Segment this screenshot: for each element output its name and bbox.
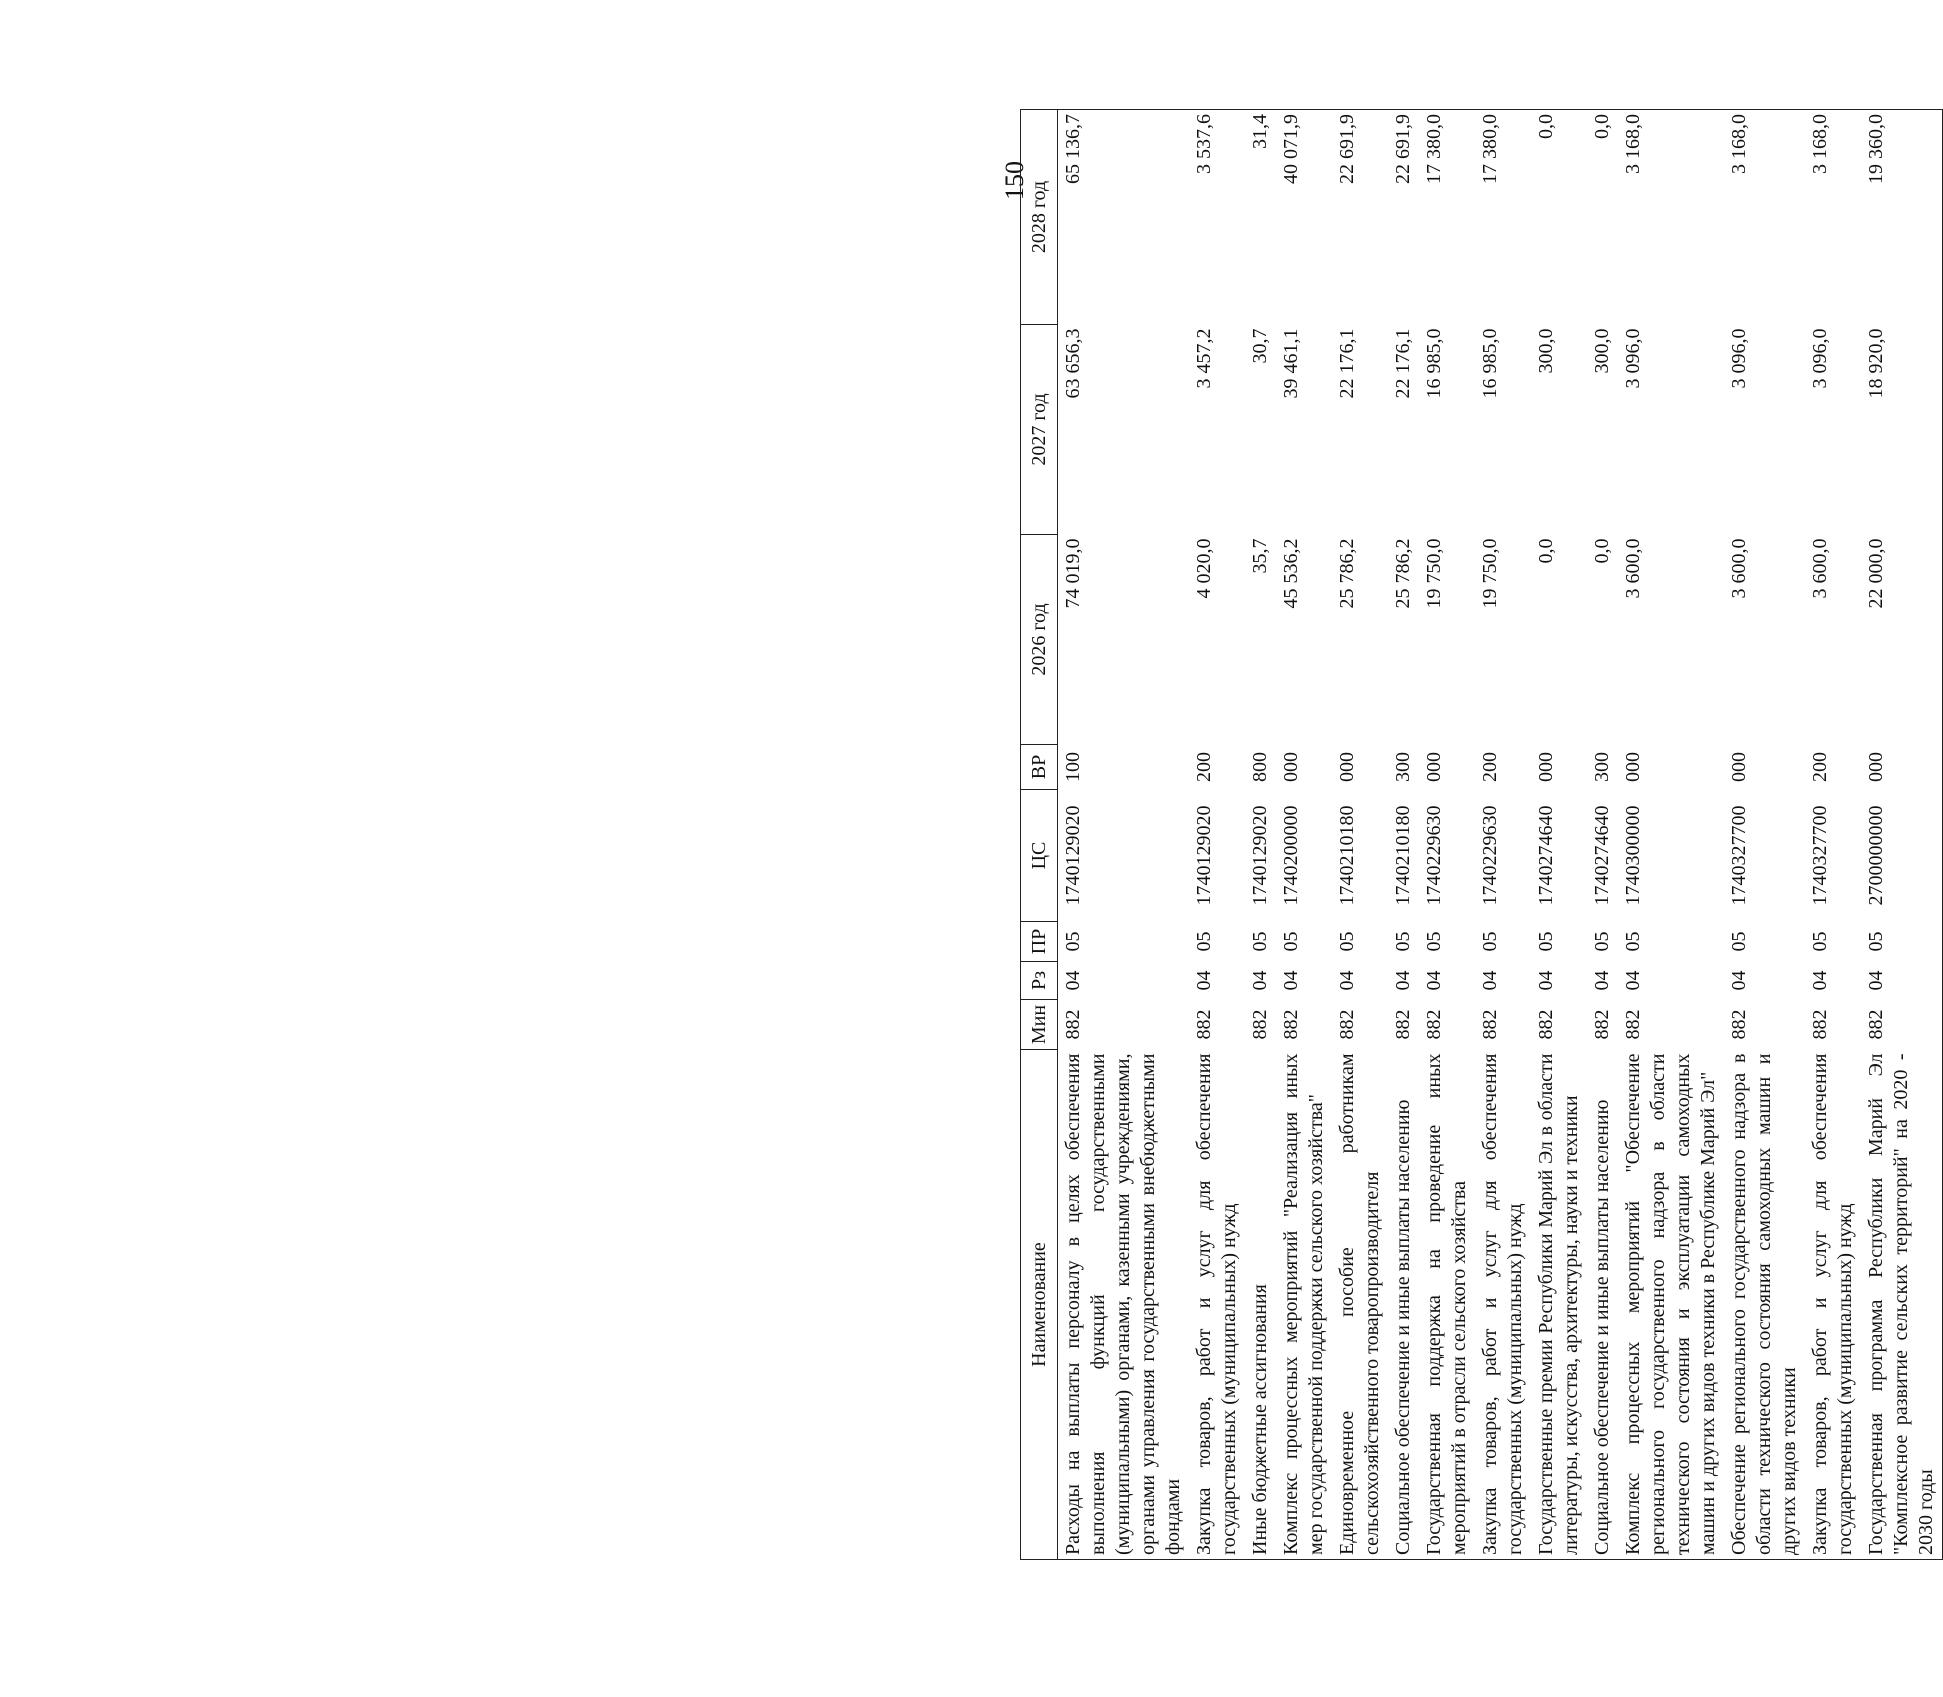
header-name: Наименование: [1021, 1050, 1058, 1560]
row-rz: 04: [1062, 970, 1084, 991]
row-rz: 04: [1535, 970, 1557, 991]
row-cs: 1740300000: [1622, 805, 1644, 906]
table-row: [1475, 110, 1531, 1560]
row-pr: 05: [1622, 931, 1644, 952]
row-name: Обеспечение регионального государственного надзора в области технического состояния самоходных машин и других видов техники: [1724, 1050, 1805, 1560]
row-pr: 05: [1280, 931, 1302, 952]
row-cs: 1740327700: [1728, 805, 1750, 906]
header-min: Мин: [1021, 1000, 1058, 1050]
row-2027: 300,0: [1591, 328, 1613, 374]
row-2028: 3 168,0: [1805, 110, 1861, 325]
row-2028: 3 537,6: [1189, 110, 1245, 325]
header-cs: ЦС: [1021, 790, 1058, 922]
table-header: [1021, 110, 1058, 1560]
row-rz: 04: [1622, 970, 1644, 991]
row-cs: 1740229630: [1423, 805, 1445, 906]
row-cs: 1740274640: [1535, 805, 1557, 906]
row-pr: 05: [1062, 931, 1084, 952]
row-name: Иные бюджетные ассигнования: [1245, 1050, 1276, 1560]
row-rz: 04: [1249, 970, 1271, 991]
row-name: Социальное обеспечение и иные выплаты населению: [1388, 1050, 1419, 1560]
table-row: [1861, 110, 1943, 1560]
row-vr: 200: [1193, 752, 1215, 782]
row-2027: 22 176,1: [1336, 328, 1358, 399]
header-2028: 2028 год: [1021, 110, 1058, 325]
row-2028: 40 071,9: [1276, 110, 1332, 325]
row-2026: 19 750,0: [1423, 538, 1445, 609]
header-vr: ВР: [1021, 745, 1058, 790]
row-vr: 100: [1062, 752, 1084, 782]
header-2027: 2027 год: [1021, 325, 1058, 535]
row-min: 882: [1423, 1009, 1445, 1040]
row-rz: 04: [1728, 970, 1750, 991]
row-cs: 1740229630: [1479, 805, 1501, 906]
row-name: Государственные премии Республики Марий Эл в области литературы, искусства, архитектуры, науки и техники: [1531, 1050, 1587, 1560]
row-2026: 25 786,2: [1392, 538, 1414, 609]
row-2028: 3 168,0: [1618, 110, 1724, 325]
row-pr: 05: [1809, 931, 1831, 952]
header-rz: Рз: [1021, 962, 1058, 1000]
row-rz: 04: [1861, 962, 1943, 1000]
row-rz: 04: [1591, 970, 1613, 991]
row-min: 882: [1193, 1009, 1215, 1040]
row-vr: 000: [1728, 752, 1750, 782]
row-name: Закупка товаров, работ и услуг для обеспечения государственных (муниципальных) нужд: [1189, 1050, 1245, 1560]
row-min: 882: [1479, 1009, 1501, 1040]
budget-table: [1020, 109, 1943, 1560]
table-row: [1531, 110, 1587, 1560]
row-name: Расходы на выплаты персоналу в целях обеспечения выполнения функций государственными (муниципальными) органами, казенными учреждениями, органами управления государственными внебюджетными фондами: [1058, 1050, 1190, 1560]
row-2028: 17 380,0: [1475, 110, 1531, 325]
row-2028: 22 691,9: [1332, 110, 1388, 325]
row-2026: 0,0: [1591, 538, 1613, 564]
table-row: [1724, 110, 1805, 1560]
row-2026: 35,7: [1249, 538, 1271, 574]
row-2028: 0,0: [1587, 110, 1618, 325]
row-vr: 000: [1336, 752, 1358, 782]
row-name: Закупка товаров, работ и услуг для обеспечения государственных (муниципальных) нужд: [1805, 1050, 1861, 1560]
row-min: 882: [1809, 1009, 1831, 1040]
row-vr: 000: [1280, 752, 1302, 782]
row-min: 882: [1392, 1009, 1414, 1040]
row-vr: 000: [1622, 752, 1644, 782]
row-vr: 300: [1591, 752, 1613, 782]
row-min: 882: [1728, 1009, 1750, 1040]
row-2027: 63 656,3: [1062, 328, 1084, 399]
row-cs: 1740129020: [1062, 805, 1084, 906]
row-cs: 1740210180: [1392, 805, 1414, 906]
row-2027: 22 176,1: [1392, 328, 1414, 399]
row-pr: 05: [1591, 931, 1613, 952]
row-2026: 45 536,2: [1280, 538, 1302, 609]
row-vr: 000: [1861, 745, 1943, 790]
row-2027: 16 985,0: [1479, 328, 1501, 399]
row-vr: 200: [1809, 752, 1831, 782]
row-pr: 05: [1336, 931, 1358, 952]
table-row: [1189, 110, 1245, 1560]
row-rz: 04: [1193, 970, 1215, 991]
row-pr: 05: [1535, 931, 1557, 952]
row-pr: 05: [1392, 931, 1414, 952]
row-min: 882: [1591, 1009, 1613, 1040]
table-row: [1332, 110, 1388, 1560]
row-pr: 05: [1249, 931, 1271, 952]
row-min: 882: [1062, 1009, 1084, 1040]
row-2028: 3 168,0: [1724, 110, 1805, 325]
row-name: Комплекс процессных мероприятий "Реализация иных мер государственной поддержки сельского хозяйства": [1276, 1050, 1332, 1560]
header-pr: ПР: [1021, 922, 1058, 962]
row-name: Государственная программа Республики Марий Эл "Комплексное развитие сельских территорий" на 2020 - 2030 годы: [1861, 1050, 1943, 1560]
row-cs: 2700000000: [1861, 790, 1943, 922]
table-row: [1058, 110, 1190, 1560]
row-min: 882: [1336, 1009, 1358, 1040]
row-cs: 1740274640: [1591, 805, 1613, 906]
row-vr: 000: [1535, 752, 1557, 782]
row-2027: 300,0: [1535, 328, 1557, 374]
table-row: [1805, 110, 1861, 1560]
row-2028: 19 360,0: [1861, 110, 1943, 325]
row-2028: 31,4: [1245, 110, 1276, 325]
table-row: [1618, 110, 1724, 1560]
row-rz: 04: [1423, 970, 1445, 991]
row-2027: 30,7: [1249, 328, 1271, 364]
row-2026: 0,0: [1535, 538, 1557, 564]
row-min: 882: [1622, 1009, 1644, 1040]
rotated-page: [1000, 105, 1937, 1560]
row-pr: 05: [1861, 922, 1943, 962]
row-2027: 39 461,1: [1280, 328, 1302, 399]
row-2028: 65 136,7: [1058, 110, 1190, 325]
row-rz: 04: [1336, 970, 1358, 991]
row-cs: 1740210180: [1336, 805, 1358, 906]
row-2026: 19 750,0: [1479, 538, 1501, 609]
row-cs: 1740200000: [1280, 805, 1302, 906]
row-min: 882: [1280, 1009, 1302, 1040]
row-2026: 3 600,0: [1809, 538, 1831, 599]
row-2026: 22 000,0: [1861, 535, 1943, 745]
row-rz: 04: [1280, 970, 1302, 991]
row-name: Единовременное пособие работникам сельскохозяйственного товаропроизводителя: [1332, 1050, 1388, 1560]
row-vr: 300: [1392, 752, 1414, 782]
row-2026: 3 600,0: [1622, 538, 1644, 599]
row-2028: 17 380,0: [1419, 110, 1475, 325]
row-2028: 22 691,9: [1388, 110, 1419, 325]
row-cs: 1740327700: [1809, 805, 1831, 906]
row-2027: 3 096,0: [1728, 328, 1750, 389]
table-row: [1276, 110, 1332, 1560]
row-min: 882: [1861, 1000, 1943, 1050]
row-name: Государственная поддержка на проведение иных мероприятий в отрасли сельского хозяйства: [1419, 1050, 1475, 1560]
row-2027: 18 920,0: [1861, 325, 1943, 535]
table-row: [1587, 110, 1618, 1560]
row-2027: 3 457,2: [1193, 328, 1215, 389]
row-name: Социальное обеспечение и иные выплаты населению: [1587, 1050, 1618, 1560]
row-2026: 25 786,2: [1336, 538, 1358, 609]
row-name: Комплекс процессных мероприятий "Обеспечение регионального государственного надзора в области технического состояния и эксплуатации самоходных машин и других видов техники в Республике Марий Эл": [1618, 1050, 1724, 1560]
row-cs: 1740129020: [1249, 805, 1271, 906]
row-2027: 3 096,0: [1622, 328, 1644, 389]
row-vr: 800: [1249, 752, 1271, 782]
row-rz: 04: [1479, 970, 1501, 991]
row-vr: 200: [1479, 752, 1501, 782]
table-row: [1245, 110, 1276, 1560]
row-2027: 16 985,0: [1423, 328, 1445, 399]
row-rz: 04: [1809, 970, 1831, 991]
row-2026: 74 019,0: [1062, 538, 1084, 609]
row-2026: 3 600,0: [1728, 538, 1750, 599]
row-pr: 05: [1728, 931, 1750, 952]
row-2028: 0,0: [1531, 110, 1587, 325]
row-2026: 4 020,0: [1193, 538, 1215, 599]
row-min: 882: [1535, 1009, 1557, 1040]
row-pr: 05: [1193, 931, 1215, 952]
row-cs: 1740129020: [1193, 805, 1215, 906]
row-rz: 04: [1392, 970, 1414, 991]
table-row: [1388, 110, 1419, 1560]
page-number: 150: [1000, 161, 1029, 200]
table-row: [1419, 110, 1475, 1560]
row-name: Закупка товаров, работ и услуг для обеспечения государственных (муниципальных) нужд: [1475, 1050, 1531, 1560]
row-pr: 05: [1479, 931, 1501, 952]
row-min: 882: [1249, 1009, 1271, 1040]
header-2026: 2026 год: [1021, 535, 1058, 745]
row-2027: 3 096,0: [1809, 328, 1831, 389]
row-pr: 05: [1423, 931, 1445, 952]
row-vr: 000: [1423, 752, 1445, 782]
